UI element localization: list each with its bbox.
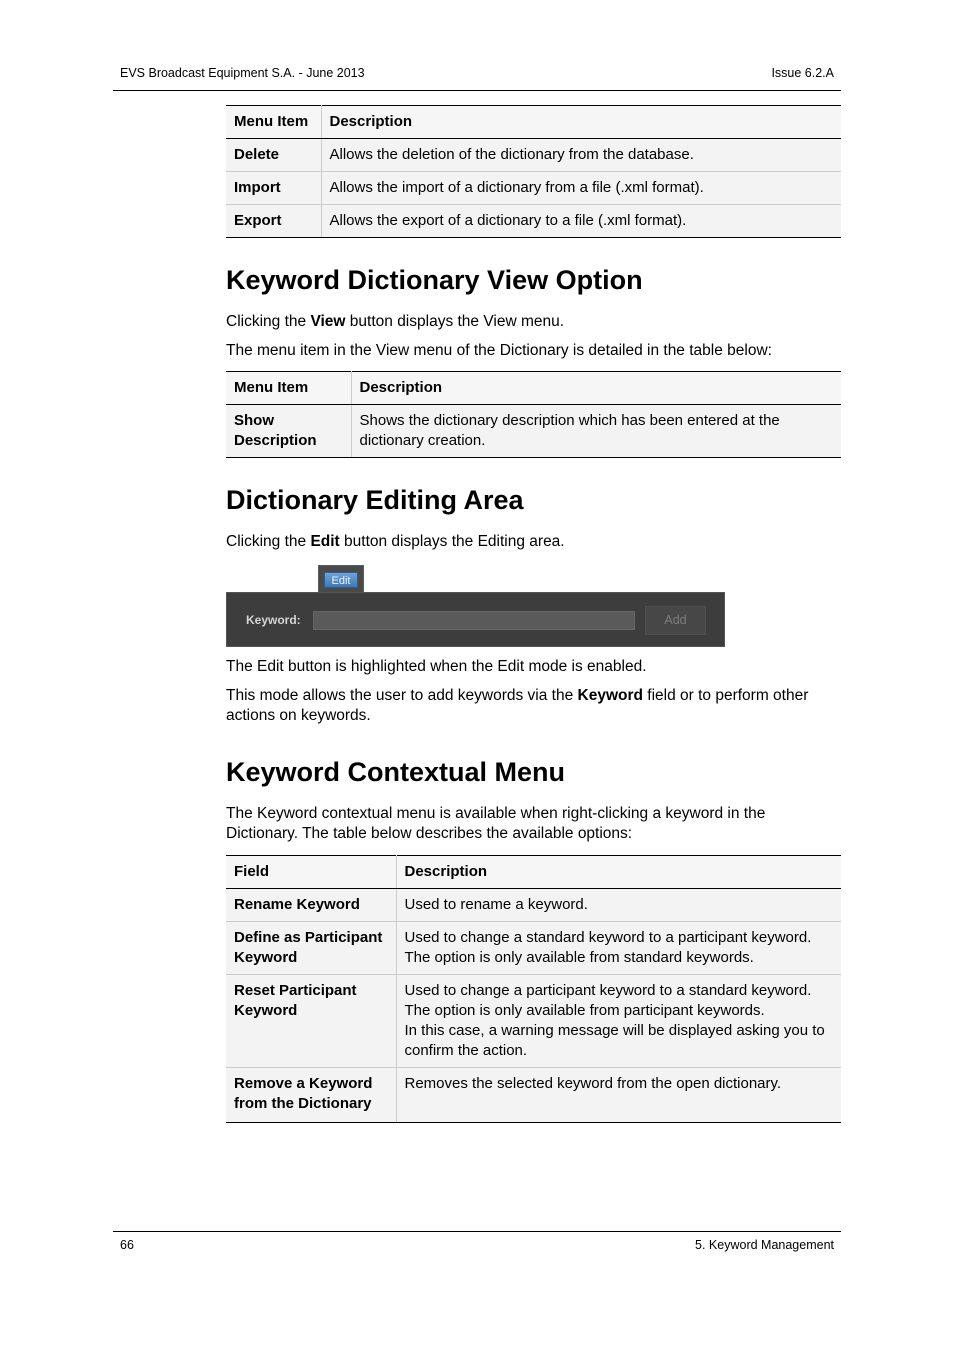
contextual-menu-table [226, 855, 841, 1123]
menu-item-export: Export [226, 205, 321, 238]
footer-rule [113, 1231, 841, 1232]
view-button-reference: View [310, 313, 346, 330]
description-line: Used to rename a keyword. [404, 896, 588, 913]
editing-area-screenshot [226, 565, 725, 647]
keyword-label: Keyword: [246, 613, 301, 627]
text-run: Clicking the [226, 533, 311, 550]
table-row [226, 205, 841, 238]
field-description [396, 1068, 841, 1123]
table-row [226, 975, 841, 1068]
text-run: button displays the View menu. [345, 313, 565, 330]
text-run: field or to perform other actions on keywords. [226, 687, 809, 724]
add-button[interactable]: Add [645, 606, 706, 635]
column-header-menu-item: Menu Item [226, 106, 321, 139]
edit-paragraph-1 [226, 532, 841, 552]
keyword-field-reference: Keyword [577, 687, 643, 704]
table-header-row [226, 372, 841, 405]
menu-item-delete: Delete [226, 139, 321, 172]
column-header-description: Description [321, 106, 841, 139]
field-rename-keyword: Rename Keyword [226, 889, 396, 922]
edit-button-reference: Edit [310, 533, 340, 550]
section-title-contextual-menu: Keyword Contextual Menu [226, 757, 566, 787]
text-run: This mode allows the user to add keywords via the [226, 687, 578, 704]
table-row [226, 922, 841, 975]
field-description [396, 922, 841, 975]
context-paragraph-1: The Keyword contextual menu is available when right-clicking a keyword in the Dictionary. The table below describes the available options: [226, 805, 766, 842]
edit-paragraph-3 [226, 686, 841, 726]
header-rule [113, 90, 841, 91]
field-define-participant: Define as Participant Keyword [226, 922, 396, 975]
table-row [226, 405, 841, 458]
menu-item-description: Allows the import of a dictionary from a file (.xml format). [321, 172, 841, 205]
field-description [396, 975, 841, 1068]
menu-item-description: Shows the dictionary description which has been entered at the dictionary creation. [351, 405, 841, 458]
column-header-menu-item: Menu Item [226, 372, 351, 405]
text-run: Clicking the [226, 313, 311, 330]
column-header-field: Field [226, 856, 396, 889]
section-title-view-option: Keyword Dictionary View Option [226, 265, 643, 295]
menu-item-description: Allows the export of a dictionary to a file (.xml format). [321, 205, 841, 238]
text-run: button displays the Editing area. [339, 533, 565, 550]
table-header-row [226, 856, 841, 889]
table-header-row [226, 106, 841, 139]
table-row [226, 139, 841, 172]
keyword-input[interactable] [313, 611, 635, 630]
table-row [226, 889, 841, 922]
column-header-description: Description [396, 856, 841, 889]
description-line: Used to change a standard keyword to a participant keyword. The option is only available from standard keywords. [404, 929, 812, 966]
table-row [226, 172, 841, 205]
description-line: Removes the selected keyword from the open dictionary. [404, 1075, 782, 1092]
page-content [226, 105, 841, 1123]
page-number: 66 [120, 1238, 134, 1252]
column-header-description: Description [351, 372, 841, 405]
edit-paragraph-2: The Edit button is highlighted when the Edit mode is enabled. [226, 658, 647, 675]
menu-item-show-description: Show Description [226, 405, 351, 458]
menu-item-description: Allows the deletion of the dictionary from the database. [321, 139, 841, 172]
view-menu-table [226, 371, 841, 458]
description-line: Used to change a participant keyword to a standard keyword. The option is only available from participant keywords. [404, 982, 812, 1019]
description-line: In this case, a warning message will be displayed asking you to confirm the action. [404, 1022, 825, 1059]
view-paragraph-2: The menu item in the View menu of the Dictionary is detailed in the table below: [226, 342, 772, 359]
keyword-entry-bar [226, 592, 725, 647]
edit-tab [318, 565, 364, 593]
menu-item-import: Import [226, 172, 321, 205]
field-description [396, 889, 841, 922]
menu-items-table [226, 105, 841, 238]
chapter-title: 5. Keyword Management [695, 1238, 834, 1252]
edit-button[interactable]: Edit [324, 572, 358, 588]
view-paragraph-1 [226, 312, 841, 332]
field-reset-participant: Reset Participant Keyword [226, 975, 396, 1068]
field-remove-keyword: Remove a Keyword from the Dictionary [226, 1068, 396, 1123]
header-right: Issue 6.2.A [771, 66, 834, 80]
table-row [226, 1068, 841, 1123]
header-left: EVS Broadcast Equipment S.A. - June 2013 [120, 66, 365, 80]
section-title-editing-area: Dictionary Editing Area [226, 485, 524, 515]
